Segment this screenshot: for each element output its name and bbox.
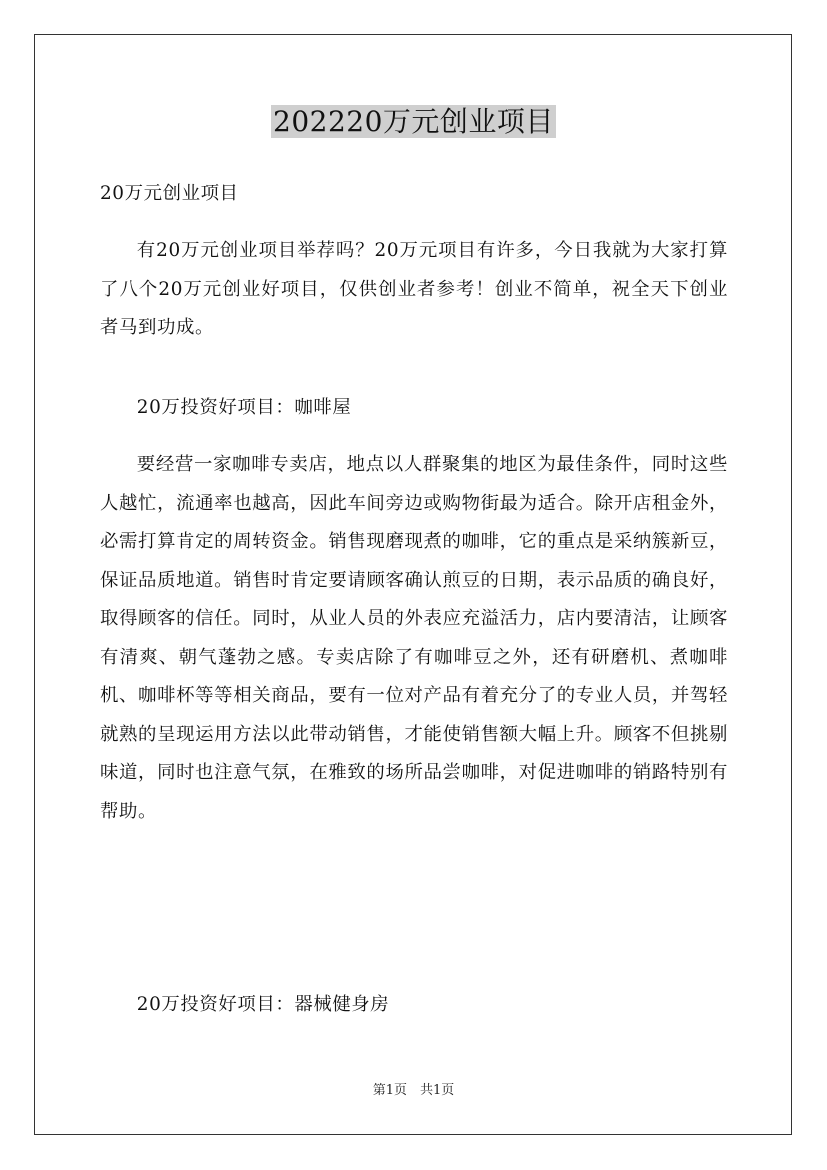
document-subtitle: 20万元创业项目 (100, 183, 239, 204)
document-title-text: 202220万元创业项目 (273, 105, 554, 138)
paragraph-coffee: 要经营一家咖啡专卖店，地点以人群聚集的地区为最佳条件，同时这些人越忙，流通率也越高，因此车间旁边或购物街最为适合。除开店租金外，必需打算肯定的周转资金。销售现磨现煮的咖啡，它的重点是采纳簇新豆，保证品质地道。销售时肯定要请顾客确认煎豆的日期，表示品质的确良好，取得顾客的信任。同时，从业人员的外表应充溢活力，店内要清洁，让顾客有清爽、朝气蓬勃之感。专卖店除了有咖啡豆之外，还有研磨机、煮咖啡机、咖啡杯等等相关商品，要有一位对产品有着充分了的专业人员，并驾轻就熟的呈现运用方法以此带动销售，才能使销售额大幅上升。顾客不但挑剔味道，同时也注意气氛，在雅致的场所品尝咖啡，对促进咖啡的销路特别有帮助。 (100, 454, 728, 822)
section-heading-coffee: 20万投资好项目：咖啡屋 (136, 397, 352, 418)
section-heading-gym: 20万投资好项目：器械健身房 (136, 994, 390, 1015)
paragraph-intro: 有20万元创业项目举荐吗？20万元项目有许多，今日我就为大家打算了八个20万元创业好项目，仅供创业者参考！创业不简单，祝全天下创业者马到功成。 (100, 240, 728, 338)
page-footer: 第1页 共1页 (372, 1083, 455, 1098)
document-title (0, 100, 827, 144)
